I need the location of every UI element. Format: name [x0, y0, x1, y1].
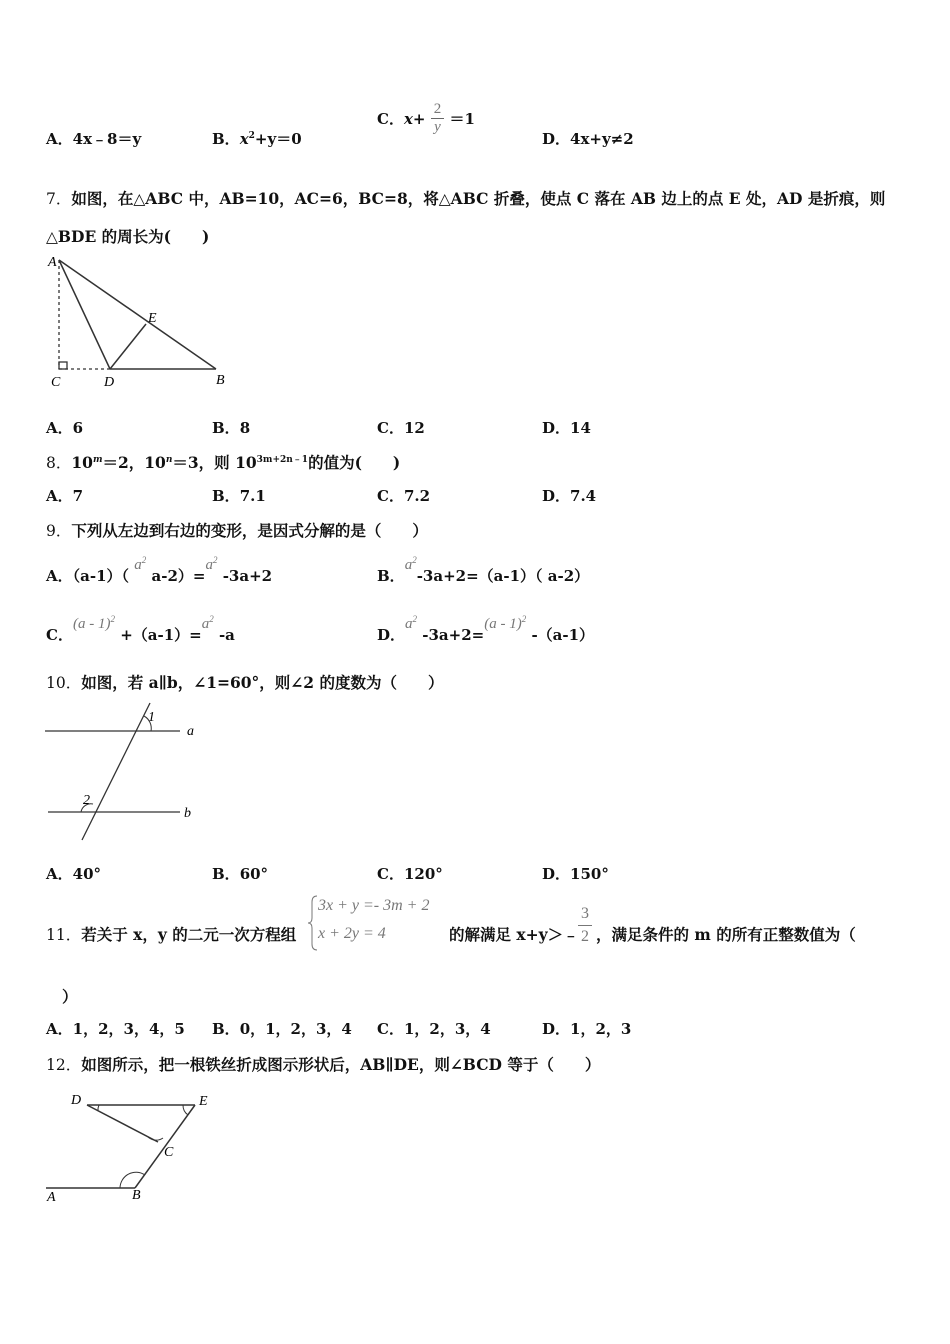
q10-option-c[interactable]: C．120°	[377, 865, 443, 883]
q11-stem-part3: ，满足条件的 m 的所有正整数值为（	[596, 925, 856, 944]
q11-option-d[interactable]: D．1，2，3	[542, 1020, 632, 1038]
q9-option-b[interactable]: B．$a^2-3a+2=(a-1)$（ a-2）	[377, 555, 590, 585]
q6-option-d[interactable]: D．4x+y≠2	[542, 130, 634, 148]
q7-stem-line1: 7．如图，在△ABC 中，AB=10，AC=6，BC=8，将△ABC 折叠，使点 C 落在 AB 边上的点 E 处，AD 是折痕，则	[46, 189, 886, 208]
label-a: A	[47, 1190, 56, 1205]
q7-option-a[interactable]: A．6	[46, 419, 84, 437]
q6-option-c[interactable]: C．x+ $\frac{2}{y}$ ＝1	[377, 101, 475, 135]
fraction: $\frac{2}{y}$	[431, 101, 445, 136]
q9-stem: 9．下列从左边到右边的变形，是因式分解的是（ ）	[46, 521, 428, 540]
q10-parallel-lines-figure	[40, 698, 210, 848]
q8-stem: 8．$10^m=2$，$10^n=3$，则 $10^{3m+2n﹣1}$的值为( )	[46, 453, 401, 472]
q7-option-d[interactable]: D．14	[542, 419, 591, 437]
q12-wire-figure	[40, 1085, 240, 1215]
q8-option-b[interactable]: B．7.1	[212, 487, 266, 505]
label-e: E	[199, 1094, 208, 1109]
label-c: C	[51, 375, 61, 390]
q11-option-a[interactable]: A．1，2，3，4，5	[46, 1020, 185, 1038]
label-d: D	[71, 1093, 82, 1108]
q10-option-b[interactable]: B．60°	[212, 865, 269, 883]
line-b-label: b	[184, 806, 191, 821]
q8-option-d[interactable]: D．7.4	[542, 487, 597, 505]
label-a: A	[48, 255, 57, 270]
q9-option-d[interactable]: D．$a^2$ -3a+2=(a - 1)$^2$ -（a-1）	[377, 614, 595, 644]
system-brace	[308, 894, 318, 952]
q7-option-c[interactable]: C．12	[377, 419, 425, 437]
q7-option-b[interactable]: B．8	[212, 419, 251, 437]
q11-option-c[interactable]: C．1，2，3，4	[377, 1020, 491, 1038]
q11-option-b[interactable]: B．0，1，2，3，4	[212, 1020, 352, 1038]
angle-1-label: 1	[148, 710, 155, 725]
label-d: D	[104, 375, 115, 390]
equation-1: 3x + y =- 3m + 2	[318, 897, 430, 914]
label-b: B	[216, 373, 225, 388]
angle-2-label: 2	[83, 793, 90, 808]
q8-option-a[interactable]: A．7	[46, 487, 84, 505]
q6-option-b[interactable]: B．$x^2+y=0$	[212, 130, 302, 148]
label-e: E	[148, 311, 157, 326]
q11-stem-part1: 11．若关于 x，y 的二元一次方程组	[46, 925, 297, 944]
q10-option-a[interactable]: A．40°	[46, 865, 102, 883]
q6-option-a[interactable]: A．4x﹣8＝y	[46, 130, 142, 148]
equation-2: x + 2y = 4	[318, 925, 386, 942]
fraction-3-over-2: 3 2	[578, 903, 592, 948]
line-a-label: a	[187, 724, 194, 739]
q11-stem-close: ）	[62, 987, 78, 1006]
q11-stem-part2: 的解满足 x+y＞﹣	[449, 925, 579, 944]
q8-option-c[interactable]: C．7.2	[377, 487, 431, 505]
q12-stem: 12．如图所示，把一根铁丝折成图示形状后，AB∥DE，则∠BCD 等于（ ）	[46, 1055, 601, 1074]
q10-stem: 10．如图，若 a∥b，∠1=60°，则∠2 的度数为（ ）	[46, 673, 444, 692]
q10-option-d[interactable]: D．150°	[542, 865, 609, 883]
label-b: B	[132, 1188, 141, 1203]
q9-option-a[interactable]: A．（a-1）（ $a^2$ $a-2)=a^2$ -3a+2	[46, 555, 273, 585]
q9-option-c[interactable]: C．$(a - 1)^2 +(a-1)=a^2$ -a	[46, 614, 235, 644]
q7-triangle-figure	[40, 250, 240, 390]
q7-stem-line2: △BDE 的周长为( )	[46, 227, 210, 246]
label-c: C	[164, 1145, 174, 1160]
